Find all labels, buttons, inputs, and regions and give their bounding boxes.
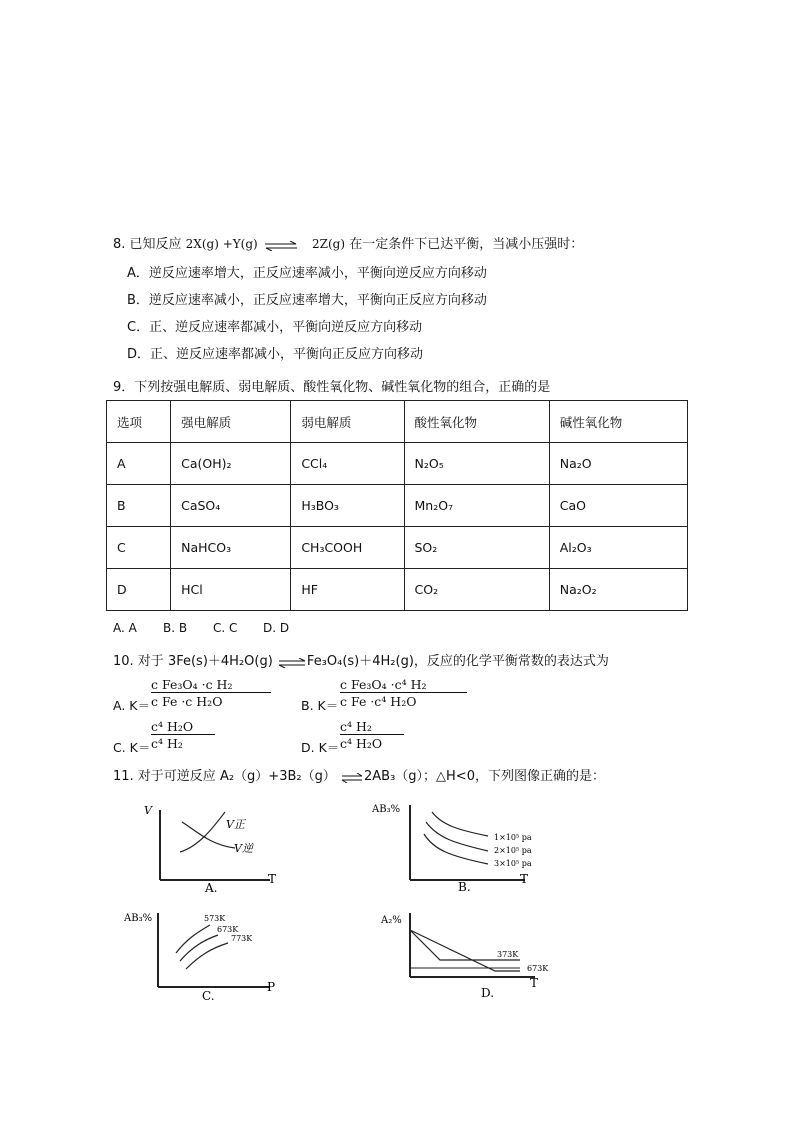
graph-a bbox=[130, 800, 300, 900]
table-row bbox=[107, 485, 688, 527]
graph-c-y-label: AB₃% bbox=[124, 913, 153, 924]
graph-b-label: B. bbox=[458, 880, 471, 894]
q9-answer-b: B. B bbox=[163, 621, 188, 635]
table-cell: CaSO₄ bbox=[171, 485, 291, 527]
table-header-cell: 选项 bbox=[107, 401, 171, 443]
table-cell: CH₃COOH bbox=[291, 527, 404, 569]
table-header-cell: 碱性氧化物 bbox=[549, 401, 687, 443]
graph-b-y-label: AB₃% bbox=[372, 804, 401, 815]
graph-c-x-label: P bbox=[267, 980, 276, 994]
q10-option-b-denominator: c Fe ·c⁴ H₂O bbox=[340, 694, 417, 709]
q11-stem-a: 11. 对于可逆反应 A₂（g）+3B₂（g） bbox=[113, 769, 336, 784]
q10-option-c-label: C. K＝ bbox=[113, 740, 151, 755]
q10-stem bbox=[113, 650, 609, 669]
q8-stem bbox=[113, 233, 583, 252]
graph-a-curve-label: V逆 bbox=[234, 842, 253, 855]
table-cell: H₃BO₃ bbox=[291, 485, 404, 527]
table-row bbox=[107, 527, 688, 569]
table-cell: N₂O₅ bbox=[404, 443, 549, 485]
q10-option-a-numerator: c Fe₃O₄ ·c H₂ bbox=[151, 677, 233, 692]
table-cell: HCl bbox=[171, 569, 291, 611]
q8-option-d: D．正、逆反应速率都减小，平衡向正反应方向移动 bbox=[127, 347, 424, 362]
graph-c-curve-label: 673K bbox=[217, 925, 239, 934]
q9-stem: 9．下列按强电解质、弱电解质、酸性氧化物、碱性氧化物的组合，正确的是 bbox=[113, 380, 551, 395]
graph-d-x-label: T bbox=[530, 976, 539, 990]
graph-b-curve-label: 1×10⁵ pa bbox=[494, 833, 532, 842]
table-cell: A bbox=[107, 443, 171, 485]
graph-d bbox=[375, 905, 560, 1005]
table-cell: C bbox=[107, 527, 171, 569]
table-header-cell: 酸性氧化物 bbox=[404, 401, 549, 443]
table-cell: CCl₄ bbox=[291, 443, 404, 485]
graph-b bbox=[370, 800, 550, 895]
q8-option-c: C．正、逆反应速率都减小，平衡向逆反应方向移动 bbox=[127, 320, 423, 335]
q11-stem bbox=[113, 765, 605, 784]
table-cell: Na₂O₂ bbox=[549, 569, 687, 611]
table-row bbox=[107, 443, 688, 485]
fraction-bar bbox=[151, 692, 271, 693]
graph-b-x-label: T bbox=[520, 872, 529, 886]
table-cell: HF bbox=[291, 569, 404, 611]
table-cell: D bbox=[107, 569, 171, 611]
equilibrium-arrow-icon bbox=[340, 772, 364, 782]
q9-answer-a: A. A bbox=[113, 621, 137, 635]
table-cell: Al₂O₃ bbox=[549, 527, 687, 569]
graph-c bbox=[120, 905, 295, 1005]
graph-b-curve-label: 2×10⁵ pa bbox=[494, 846, 532, 855]
graph-a-x-label: T bbox=[268, 872, 277, 886]
q10-option-c-denominator: c⁴ H₂ bbox=[151, 736, 183, 751]
table-cell: SO₂ bbox=[404, 527, 549, 569]
q8-eq-right: 2Z(g) bbox=[312, 237, 346, 251]
graph-d-curve-label: 673K bbox=[527, 964, 549, 973]
q10-option-b-numerator: c Fe₃O₄ ·c⁴ H₂ bbox=[340, 677, 427, 692]
table-cell: Na₂O bbox=[549, 443, 687, 485]
q9-answer-d: D. D bbox=[263, 621, 290, 635]
table-cell: Mn₂O₇ bbox=[404, 485, 549, 527]
q10-option-d-label: D. K＝ bbox=[301, 740, 340, 755]
graph-d-curve-label: 373K bbox=[497, 950, 519, 959]
graph-a-y-label: V bbox=[144, 804, 152, 817]
graph-a-label: A. bbox=[205, 881, 218, 895]
table-cell: CaO bbox=[549, 485, 687, 527]
q10-option-b-label: B. K＝ bbox=[301, 698, 339, 713]
table-cell: CO₂ bbox=[404, 569, 549, 611]
table-cell: NaHCO₃ bbox=[171, 527, 291, 569]
table-header-cell: 弱电解质 bbox=[291, 401, 404, 443]
graph-c-label: C. bbox=[202, 989, 215, 1003]
table-cell: Ca(OH)₂ bbox=[171, 443, 291, 485]
q10-option-a-label: A. K＝ bbox=[113, 698, 150, 713]
fraction-bar bbox=[151, 734, 215, 735]
q8-option-b: B．逆反应速率减小，正反应速率增大，平衡向正反应方向移动 bbox=[127, 293, 487, 308]
table-row bbox=[107, 569, 688, 611]
equilibrium-arrow-icon bbox=[262, 240, 300, 250]
table-header-row bbox=[107, 401, 688, 443]
q8-eq-left: 2X(g) +Y(g) bbox=[185, 237, 258, 251]
q9-table bbox=[106, 400, 688, 611]
table-header-cell: 强电解质 bbox=[171, 401, 291, 443]
q11-stem-b: 2AB₃（g）；△H<0，下列图像正确的是： bbox=[363, 769, 605, 784]
q10-stem-a: 10. 对于 3Fe(s)＋4H₂O(g) bbox=[113, 654, 273, 669]
graph-d-y-label: A₂% bbox=[381, 915, 402, 926]
graph-d-label: D. bbox=[481, 986, 495, 1000]
graph-c-curve-label: 573K bbox=[204, 914, 226, 923]
fraction-bar bbox=[340, 734, 404, 735]
q10-stem-b: Fe₃O₄(s)＋4H₂(g)，反应的化学平衡常数的表达式为 bbox=[306, 654, 609, 669]
table-cell: B bbox=[107, 485, 171, 527]
equilibrium-arrow-icon bbox=[277, 657, 307, 667]
q10-option-c-numerator: c⁴ H₂O bbox=[151, 719, 194, 734]
graph-a-curve-label: V正 bbox=[226, 818, 245, 831]
q10-option-d-numerator: c⁴ H₂ bbox=[340, 719, 372, 734]
q10-option-d-denominator: c⁴ H₂O bbox=[340, 736, 383, 751]
graph-b-curve-label: 3×10⁵ pa bbox=[494, 859, 532, 868]
q9-answer-c: C. C bbox=[213, 621, 238, 635]
q8-option-a: A．逆反应速率增大，正反应速率减小，平衡向逆反应方向移动 bbox=[127, 266, 487, 281]
q8-stem-tail: 在一定条件下已达平衡，当减小压强时： bbox=[349, 237, 584, 252]
graph-c-curve-label: 773K bbox=[231, 934, 253, 943]
fraction-bar bbox=[340, 692, 467, 693]
q10-option-a-denominator: c Fe ·c H₂O bbox=[151, 694, 223, 709]
q8-stem-num: 8. 已知反应 bbox=[113, 237, 186, 252]
